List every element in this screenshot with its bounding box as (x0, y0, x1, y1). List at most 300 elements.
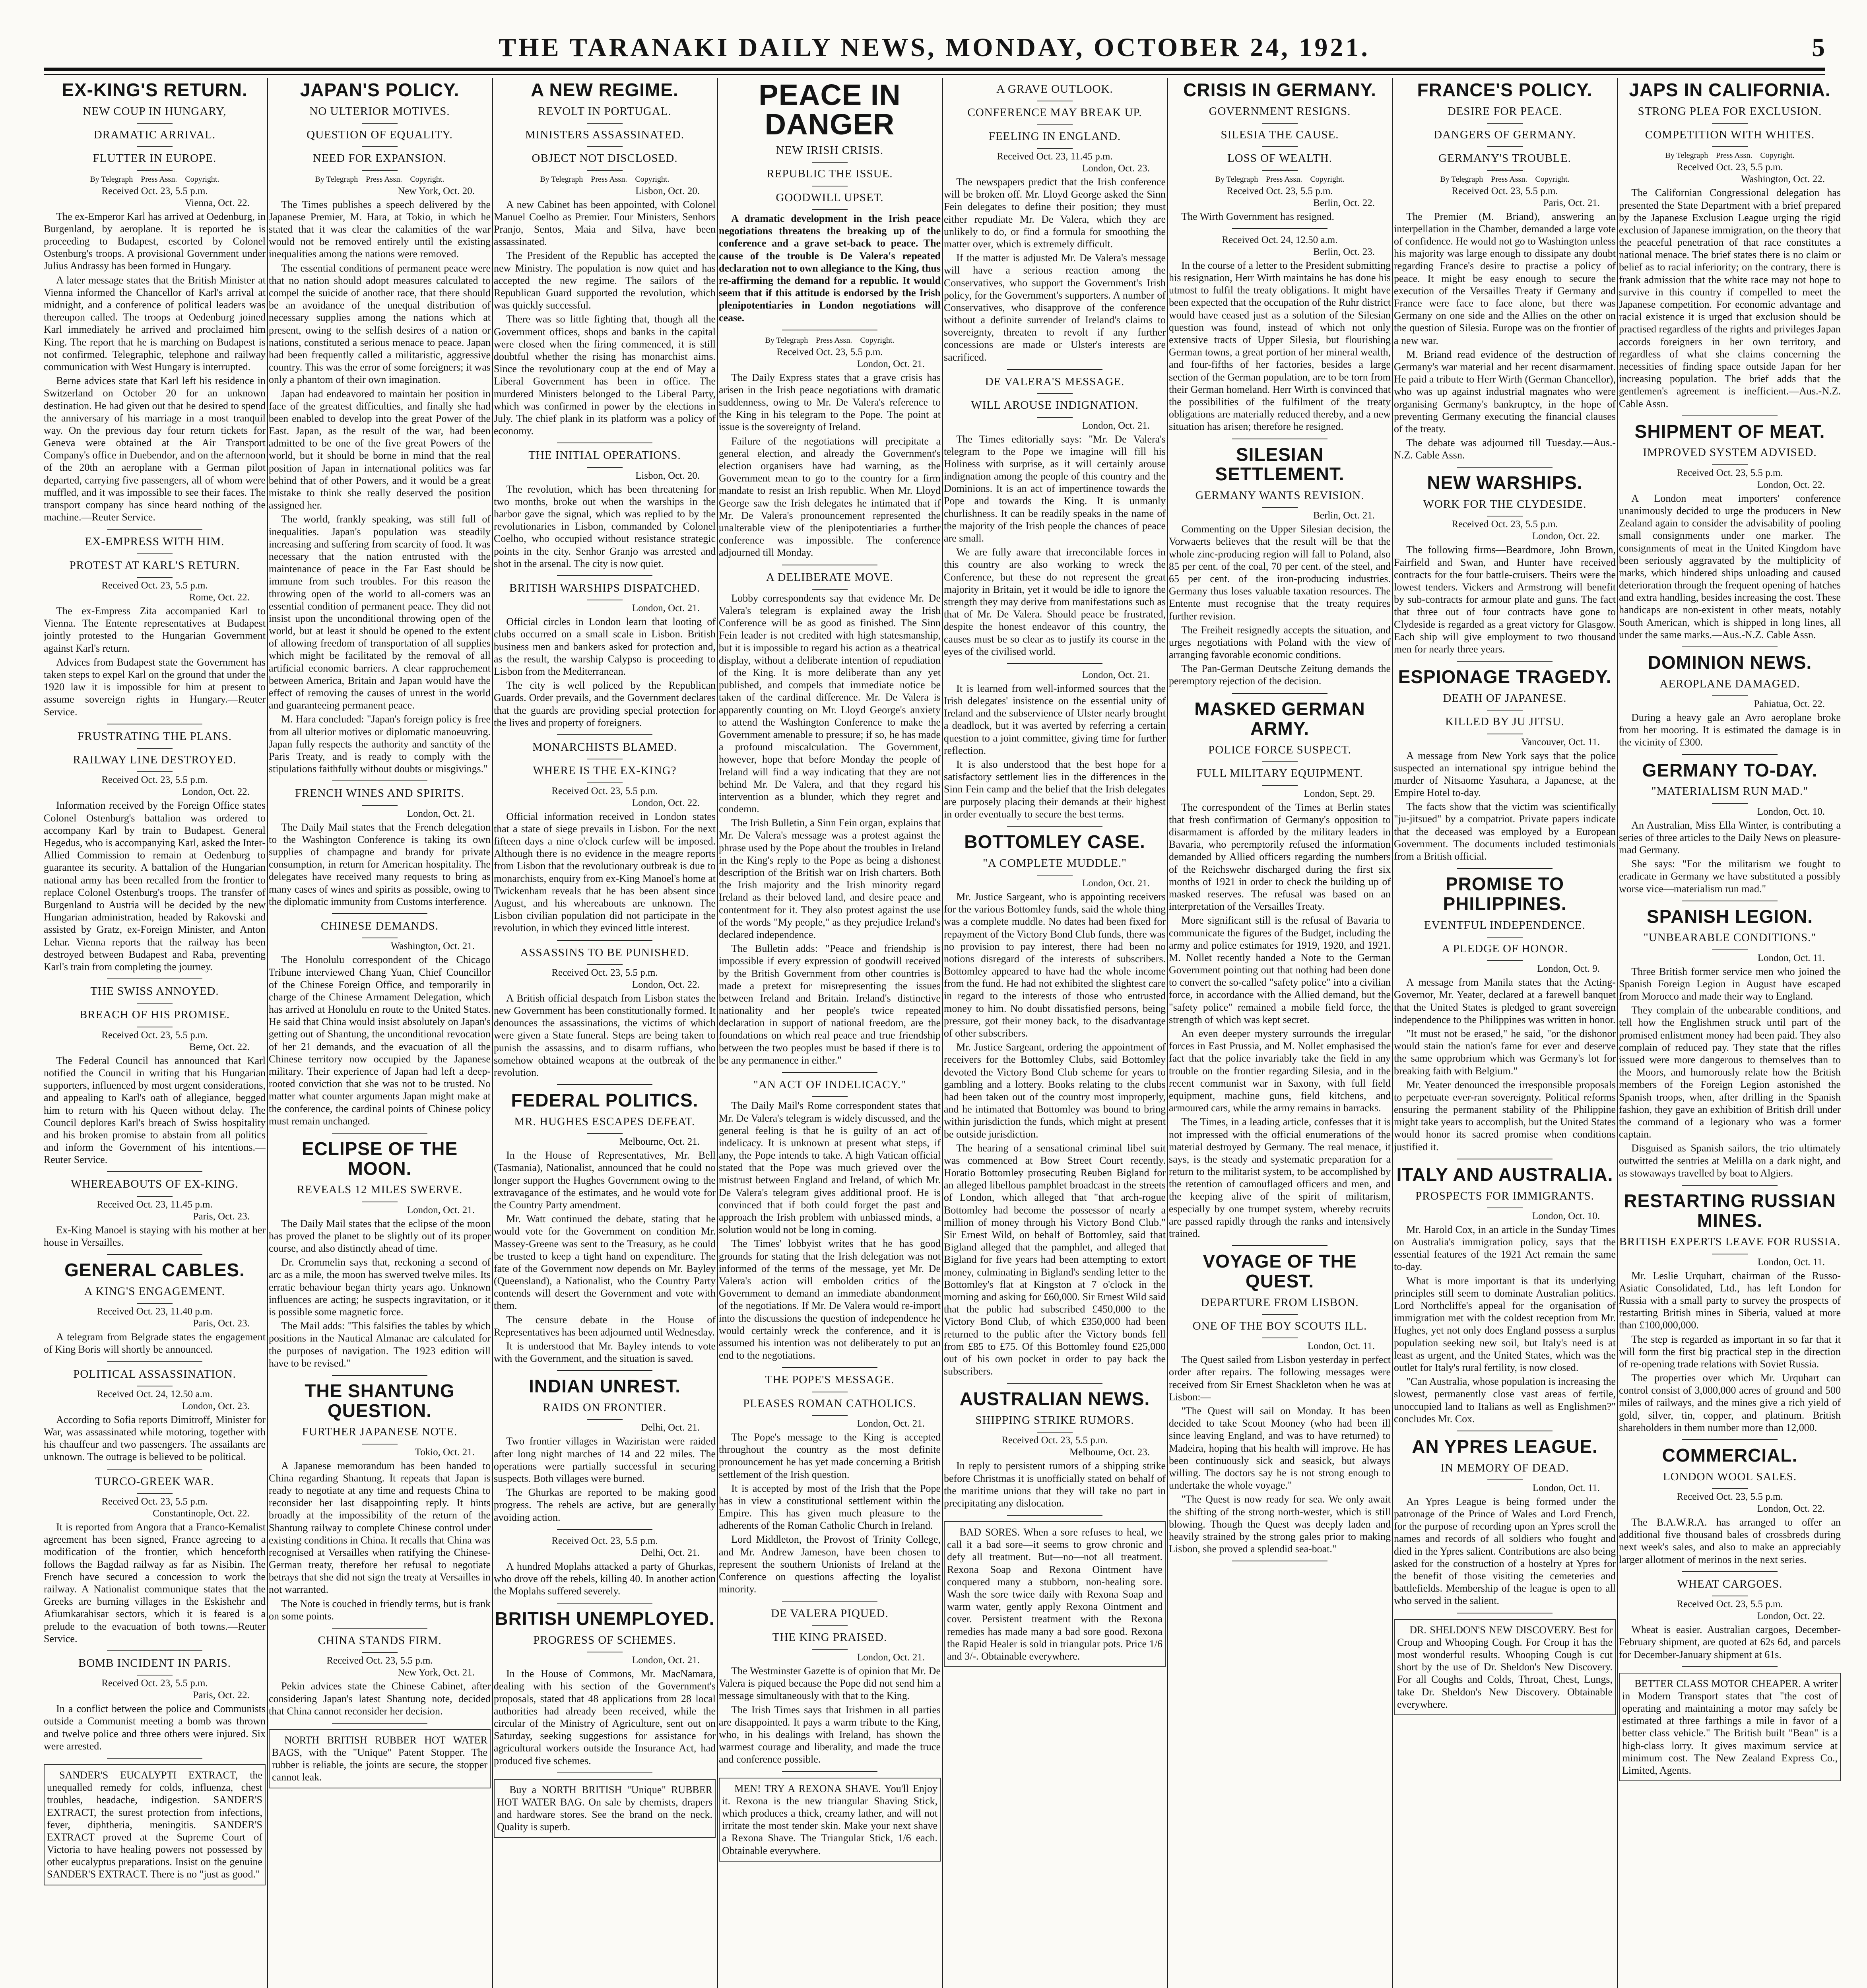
article (1169, 80, 1391, 223)
subheading-rule (362, 146, 398, 147)
article-subheading: LOSS OF WEALTH. (1227, 152, 1332, 165)
subheading-rule (1712, 803, 1748, 804)
article-subheading: BRITISH EXPERTS LEAVE FOR RUSSIA. (1619, 1235, 1841, 1248)
received-line: Received Oct. 23, 5.5 p.m. (1677, 1491, 1783, 1503)
received-line: Received Oct. 23, 11.40 p.m. (97, 1306, 213, 1317)
article-separator (332, 1628, 427, 1629)
subheading-rule (1487, 1479, 1523, 1480)
subheading-rule (1712, 464, 1748, 465)
subheading-rule (1712, 1488, 1748, 1489)
article-headline: JAPS IN CALIFORNIA. (1629, 80, 1831, 100)
advertisement (494, 1779, 716, 1838)
telegraph-credit: By Telegraph—Press Assn.—Copyright. (1440, 175, 1570, 184)
article-subheading: BRITISH WARSHIPS DISPATCHED. (509, 581, 701, 594)
article-separator (1232, 228, 1327, 229)
article-separator (1457, 661, 1553, 662)
subheading-rule (587, 1133, 623, 1134)
column-rule (267, 78, 268, 1988)
article-paragraph: A Japanese memorandum has been handed to China regarding Shantung. It repeats that Japan is ready to negotiate at any time and requests China to reconsider her last disappointing reply. It hints broadly at the impossibility of the return of the Shantung railway to complete Chinese control under existing conditions in China. It recalls that China was recognised at Versailles when ratifying the Chinese-German treaty, therefore her refusal to negotiate betrays that she did not sign the treaty at Versailles in not warranted. (269, 1460, 491, 1596)
article-paragraph: Two frontier villages in Waziristan were raided after long night marches of 14 and 22 miles. The operations were partially successful in securing suspects. Both villages were burned. (494, 1435, 716, 1484)
received-line: Received Oct. 23, 5.5 p.m. (1677, 162, 1783, 173)
article-headline: FRANCE'S POLICY. (1417, 80, 1593, 100)
article-subheading: THE KING PRAISED. (772, 1631, 887, 1644)
subheading-rule (1487, 710, 1523, 711)
article-paragraph: She says: "For the militarism we fought to eradicate in Germany we have substituted a possibly worse vice—materialism run mad." (1619, 858, 1841, 895)
article-paragraph: The debate was adjourned till Tuesday.—Aus.-N.Z. Cable Assn. (1394, 437, 1616, 461)
article (494, 582, 716, 729)
article-subheading: IMPROVED SYSTEM ADVISED. (1643, 446, 1817, 459)
article-subheading: FULL MILITARY EQUIPMENT. (1196, 767, 1363, 780)
subheading-rule (812, 1649, 848, 1650)
article-subheading: A PLEDGE OF HONOR. (1442, 942, 1568, 955)
article-paragraph: According to Sofia reports Dimitroff, Minister for War, was assassinated while motoring, together with his chauffeur and two passengers. The assailants are unknown. The outrage is believed to be political. (44, 1413, 266, 1463)
article-paragraph: The Note is couched in friendly terms, but is frank on some points. (269, 1598, 491, 1622)
article (1619, 422, 1841, 641)
article-paragraph: "The Quest is now ready for sea. We only await the shifting of the strong north-wester, which is still blowing. Though the Quest was deeply laden and heavily strained by the strong gales prior to making Lisbon, she proved a splendid sea-boat." (1169, 1493, 1391, 1555)
article-paragraph: During a heavy gale an Avro aeroplane broke from her mooring. It is estimated the damage is in the vicinity of £300. (1619, 712, 1841, 748)
article (1169, 235, 1391, 433)
article-paragraph: A hundred Moplahs attacked a party of Ghurkas, who drove off the rebels, killing 40. In another action the Moplahs suffered severely. (494, 1560, 716, 1597)
article-headline: SPANISH LEGION. (1647, 906, 1813, 927)
subheading-rule (1262, 123, 1298, 124)
received-line: Received Oct. 23, 5.5 p.m. (326, 1655, 433, 1666)
article (494, 1536, 716, 1598)
article (944, 375, 1166, 658)
dateline: Pahiatua, Oct. 22. (1754, 699, 1825, 710)
subheading-rule (1037, 875, 1073, 876)
article-headline: GERMANY TO-DAY. (1642, 759, 1818, 780)
newspaper-column (1619, 78, 1841, 1988)
article-paragraph: The Honolulu correspondent of the Chicago Tribune interviewed Chang Yuan, Chief Councillor of the Chinese Foreign Office, and temporarily in charge of the Chinese Armament Delegation, which has arrived at Honolulu en route to the United States. He said that China would insist absolutely on Japan's getting out of Shantung, the unconditional revocation of her 21 demands, and the evacuation of all the Chinese territory now occupied by the Japanese military. Their experience of Japan had left a deep-rooted conviction that she was not to be trusted. No matter what counter arguments Japan might make at the conference, the cardinal points of Chinese policy must remain unchanged. (269, 954, 491, 1127)
telegraph-credit: By Telegraph—Press Assn.—Copyright. (315, 175, 444, 184)
article-paragraph: Official information received in London states that a state of siege prevails in Lisbon. For the next fifteen days a nine o'clock curfew will be imposed. Although there is no evidence in the meagre reports from Lisbon that the revolutionary outbreak is due to monarchists, enquiry from ex-King Manoel's home at Twickenham reveals that he has been absent since August, and his whereabouts are unknown. The Lisbon civilian population did not participate in the revolution, in which they evinced little interest. (494, 810, 716, 934)
dateline: Constantinople, Oct. 22. (153, 1508, 250, 1519)
article-separator (1007, 1383, 1102, 1384)
article (44, 1178, 266, 1248)
article (269, 1139, 491, 1369)
article-subheading: NEW IRISH CRISIS. (776, 144, 884, 157)
article-separator (1682, 415, 1778, 416)
article-paragraph: Failure of the negotiations will precipitate a general election, and already the Government's election organisers have had warning, as the Government mean to go to the country for a firm mandate to resist an Irish republic. When Mr. Lloyd George saw the Irish delegates he intimated that if Mr. De Valera's pronouncement represented the unalterable view of the plenipotentiaries a further conference was impossible. The conference adjourned till Monday. (719, 435, 941, 559)
dateline: London, Oct. 21. (857, 1418, 925, 1429)
article-paragraph: The Irish Bulletin, a Sinn Fein organ, explains that Mr. De Valera's message was a protest against the phrase used by the Pope about the troubles in Ireland in the King's reply to the Pope as being a dishonest description of the British war on Irish charters. Both the Irish majority and the Irish minority regard Ireland as their beloved land, and desire peace and contentment for it. They also protest against the use of the words "My people," as they prejudice Ireland's declared independence. (719, 817, 941, 940)
article (1394, 874, 1616, 1153)
article (1619, 907, 1841, 1179)
article-paragraph: What is more important is that its underlying principles still seem to dominate Australian politics. Lord Northcliffe's appeal for the organisation of immigration met with the coldest reception from Mr. Hughes, yet not only does England possess a surplus population seeking new soil, but Italy's need is at least as urgent, and the United States, which was the outlet for Italy's rural fertility, is now closed. (1394, 1275, 1616, 1373)
article (944, 1389, 1166, 1509)
article-separator (1682, 754, 1778, 755)
subheading-rule (1712, 146, 1748, 147)
subheading-rule (812, 1096, 848, 1097)
received-line: Received Oct. 23, 11.45 p.m. (97, 1199, 213, 1210)
dateline: Vienna, Oct. 22. (184, 197, 250, 208)
article-separator (557, 1370, 652, 1371)
article-paragraph: A British official despatch from Lisbon states the new Government has been constitutionally formed. It denounces the assassinations, the victims of which were given a State funeral. Steps are being taken to punish the assassins, and to disarm ruffians, who somehow obtained weapons at the outbreak of the revolution. (494, 992, 716, 1078)
article-subheading: PROSPECTS FOR IMMIGRANTS. (1415, 1189, 1594, 1202)
article-separator (1007, 1515, 1102, 1516)
newspaper-column (719, 78, 941, 1988)
article-paragraph: Official circles in London learn that looting of clubs occurred on a small scale in Lisbon. British business men and bankers asked for protection and, as the result, the warship Calypso is proceeding to Lisbon from the Mediterranean. (494, 616, 716, 678)
article-subheading: STRONG PLEA FOR EXCLUSION. (1638, 105, 1822, 118)
article (719, 80, 941, 324)
received-line: Received Oct. 23, 5.5 p.m. (1452, 185, 1558, 196)
article-paragraph: Mr. Watt continued the debate, stating that he would vote for the Government on condition Mr. Massey-Greene was sent to the Treasury, as he could be trusted to keep a tight hand on expenditure. The fate of the Government now depends on Mr. Bayley (Queensland), a Nationalist, who the Country Party contends will desert the Government and vote with them. (494, 1213, 716, 1312)
subheading-rule (1262, 761, 1298, 762)
dateline: Paris, Oct. 22. (193, 1690, 250, 1701)
column-rule (1617, 78, 1618, 1988)
article-separator (332, 1375, 427, 1376)
subheading-rule (587, 964, 623, 965)
article-paragraph: The correspondent of the Times at Berlin states that fresh confirmation of Germany's opposition to disarmament is afforded by the military leaders in Bavaria, who peremptorily refused the information demanded by Allied officers regarding the numbers of the Reichswehr discharged during the first six months of 1921 in order to check the building up of masked reserves. The refusal was based on an interpretation of the Versailles Treaty. (1169, 801, 1391, 912)
article (494, 449, 716, 570)
article (269, 787, 491, 908)
article-separator (1232, 693, 1327, 694)
article-subheading: REVOLT IN PORTUGAL. (538, 105, 671, 118)
article-paragraph: The B.A.W.R.A. has arranged to offer an additional five thousand bales of crossbreds during next week's sales, and also to make an appreciably larger allotment of merinos in the next series. (1619, 1516, 1841, 1565)
article-separator (107, 1361, 202, 1362)
article (1619, 653, 1841, 749)
article-subheading: "A COMPLETE MUDDLE." (983, 856, 1127, 870)
article-separator (107, 1254, 202, 1255)
article (944, 670, 1166, 820)
article-paragraph: Dr. Crommelin says that, reckoning a second of arc as a mile, the moon has swerved twelve miles. Its erratic behaviour began thirty years ago. Unknown influences are acting; he suspects ingravitation, or it is possible some magnetic force. (269, 1256, 491, 1318)
article-subheading: THE POPE'S MESSAGE. (765, 1373, 895, 1386)
dateline: Berlin, Oct. 21. (1313, 510, 1375, 521)
article-headline: DOMINION NEWS. (1648, 652, 1812, 673)
dateline: Lisbon, Oct. 20. (635, 185, 700, 196)
dateline: London, Oct. 11. (1532, 1482, 1600, 1493)
article-subheading: OBJECT NOT DISCLOSED. (532, 152, 678, 165)
subheading-rule (362, 170, 398, 171)
article-separator (1682, 1439, 1778, 1440)
article (269, 1634, 491, 1717)
telegraph-credit: By Telegraph—Press Assn.—Copyright. (1215, 175, 1345, 184)
column-rule (942, 78, 943, 1988)
article-paragraph: Lobby correspondents say that evidence Mr. De Valera's telegram is explained away the Irish Conference will be as good as finished. The Sinn Fein leader is not credited with high statesmanship, but it is impossible to regard his action as a theatrical display, without a deliberate intention of repudiation of the King. It is more deliberate than any yet published, and compels that immediate notice be taken of the cardinal difference. Mr. De Valera is apparently counting on Mr. Lloyd George's anxiety to attend the Washington Conference to make the Government amenable to pressure; if so, he has made a profound miscalculation. The Government, however, hope that before Monday the people of Ireland will find a way indicating that they are not behind Mr. De Valera, and that they regard his intervention as a blunder, which they regret and condemn. (719, 592, 941, 815)
article-subheading: SILESIA THE CAUSE. (1221, 128, 1339, 142)
advertisement (1394, 1619, 1616, 1715)
article-paragraph: The Wirth Government has resigned. (1181, 210, 1334, 222)
article-separator (1007, 663, 1102, 664)
advertisement-text: BAD SORES. When a sore refuses to heal, we call it a bad sore—it seems to grow chronic and defy all treatment. But—no—not all treatment. Rexona Soap and Rexona Ointment have conquered many a stubborn, non-healing sore. Wash the sore twice daily with Rexona Soap and warm water, gently apply Rexona Ointment and cover. Persistent treatment with the Rexona remedies has made many a bad sore good. Rexona the Rapid Healer is sold in triangular pots. Price 1/6 and 3/-. Obtainable everywhere. (947, 1526, 1163, 1662)
article-paragraph: The hearing of a sensational criminal libel suit was commenced at Bow Street Court recently. Horatio Bottomley prosecuting Reuben Bigland for an alleged libellous pamphlet broadcast in the streets of London, which alleged that "that arch-rogue Bottomley had become the possessor of nearly a million of money through his Victory Bond Club." Sir Ernest Wild, on behalf of Bottomley, said that Bigland alleged that the pamphlet, and alleged that Bigland for five years had been attempting to extort money, culminating in Bigland's sending letter to the Bottomley's flat at Kingston at 7 o'clock in the morning and asking for £60,000. Sir Ernest Wild said that the public had subscribed £450,000 to the Victory Bond Club, of which £350,000 had been returned to the public after the Victory bonds fell from £85 to £75. Of this Bottomley found £25,000 out of his own pocket in order to pay back the subscribers. (944, 1142, 1166, 1377)
article-subheading: ONE OF THE BOY SCOUTS ILL. (1192, 1319, 1367, 1332)
article-paragraph: The Westminster Gazette is of opinion that Mr. De Valera is piqued because the Pope did not send him a message simultaneously with that to the King. (719, 1665, 941, 1702)
article-paragraph: The Daily Mail's Rome correspondent states that Mr. De Valera's telegram is widely discussed, and the general feeling is that he is guilty of an act of indelicacy. It is unknown at present what steps, if any, the Pope intends to take. A high Vatican official stated that the Pope was much grieved over the mistrust between England and Ireland, of which Mr. De Valera's telegram gives additional proof. He is convinced that if both could forget the past and approach the Irish problem with unbiassed minds, a solution would not be long in coming. (719, 1100, 941, 1236)
subheading-rule (812, 1415, 848, 1416)
dateline: Delhi, Oct. 21. (641, 1547, 700, 1558)
dateline: London, Oct. 22. (182, 786, 250, 798)
article-subheading: CONFERENCE MAY BREAK UP. (967, 106, 1142, 119)
article-headline: NEW WARSHIPS. (1427, 472, 1583, 493)
masthead-title: THE TARANAKI DAILY NEWS, MONDAY, OCTOBER 24, 1921. (499, 33, 1370, 62)
article-paragraph: In the House of Representatives, Mr. Bell (Tasmania), Nationalist, announced that he could no longer support the Hughes Government owing to the extravagance of the estimates, and he would vote for the Country Party amendment. (494, 1149, 716, 1211)
article-separator (557, 1084, 652, 1085)
article-paragraph: The revolution, which has been threatening for two months, broke out when the warships in the harbor gave the signal, which was replied to by the revolutionaries in Lisbon, commanded by Colonel Coelho, who occupied without resistance strategic points in the city. Senhor Granjo was arrested and shot in the arsenal. The city is now quiet. (494, 483, 716, 569)
article-subheading: A DELIBERATE MOVE. (766, 571, 894, 584)
article-paragraph: Japan had endeavored to maintain her position in face of the greatest difficulties, and finally she had been enabled to develop into the great Power of the East. Japan, as the result of the war, had been admitted to be one of the five great Powers of the world, but it should be borne in mind that the real position of Japan in international politics was far behind that of other Powers, and it would be a great mistake to think she really deserved the position assigned her. (269, 388, 491, 511)
article-paragraph: The Times editorially says: "Mr. De Valera's telegram to the Pope we imagine will fill his Holiness with surprise, as it will certainly arouse indignation among the people of this country and the Dominions. It is an act of impertinence towards the Pope and towards the King. It is unmanly churlishness. It can be readily speaks in the name of the majority of the Irish people the chances of peace are small. (944, 433, 1166, 544)
dateline: Lisbon, Oct. 20. (635, 470, 700, 481)
dateline: London, Oct. 11. (1757, 1256, 1825, 1268)
dateline: Rome, Oct. 22. (189, 592, 250, 603)
dateline: London, Oct. 21. (1082, 878, 1150, 889)
article (494, 1609, 716, 1767)
article-paragraph: The Times' lobbyist writes that he has good grounds for stating that the Irish delegation was not informed of the terms of the message, yet Mr. De Valera's action will embolden critics of the Government to demand an immediate abandonment of the negotiations. If Mr. De Valera would re-import into the discussions the question of independence he would certainly wreck the conference, and it is assumed his intention was not deliberately to put an end to the negotiations. (719, 1238, 941, 1361)
received-line: Received Oct. 23, 5.5 p.m. (101, 185, 208, 196)
subheading-rule (587, 467, 623, 468)
article (269, 1381, 491, 1622)
article-paragraph: It is reported from Angora that a Franco-Kemalist agreement has been signed, France agreeing to a modification of the frontier, which henceforth follows the Bagdad railway as far as Nisibin. The French have secured a concession to work the railway. A Nationalist communique states that the Greeks are burning villages in the Eskishehr and Afiumkarahisar sectors, which it is feared is a prelude to the evacuation of both towns.—Reuter Service. (44, 1521, 266, 1644)
dateline: London, Oct. 21. (407, 1204, 475, 1215)
column-rule (1392, 78, 1393, 1988)
dateline: London, Oct. 22. (1532, 531, 1600, 542)
article-subheading: FLUTTER IN EUROPE. (93, 152, 217, 165)
article-separator (1682, 1185, 1778, 1186)
article-separator (782, 1367, 877, 1368)
article (719, 571, 941, 1066)
article-paragraph: An even deeper mystery surrounds the irregular forces in East Prussia, and M. Nollet emphasised the fact that the police invariably take the field in any trouble on the frontier regarding Silesia, and in the recent communist war in Saxony, with full field equipment, machine guns, field kitchens, and armoured cars, while the army remains in barracks. (1169, 1028, 1391, 1114)
article (44, 1657, 266, 1752)
article-headline: FEDERAL POLITICS. (511, 1090, 699, 1111)
dateline: London, Oct. 21. (857, 358, 925, 369)
article-paragraph: In a conflict between the police and Communists outside a Communist meeting a bomb was thrown and twelve police and three others were injured. Six were arrested. (44, 1703, 266, 1752)
advertisement-text: BETTER CLASS MOTOR CHEAPER. A writer in Modern Transport states that "the cost of operating and maintaining a motor may safely be estimated at three farthings a mile in favor of a better class vehicle." The British built "Bean" is a high-class lorry. It gives maximum service at minimum cost. The New Zealand Express Co., Limited, Agents. (1622, 1677, 1838, 1776)
article-paragraph: The facts show that the victim was scientifically "ju-jitsued" by a compatriot. Private papers indicate that the deceased was employed by a European Government. The documents included testimonials from a British official. (1394, 801, 1616, 862)
article-headline: SILESIAN SETTLEMENT. (1215, 444, 1345, 485)
article-subheading: DESIRE FOR PEACE. (1447, 105, 1562, 118)
article-paragraph: The city is well policed by the Republican Guards. Order prevails, and the Government declares that the guards are providing special protection for the lives and property of foreigners. (494, 679, 716, 728)
article (1394, 80, 1616, 461)
article-paragraph: The ex-Empress Zita accompanied Karl to Vienna. The Entente representatives at Budapest jointly protested to the Hungarian Government against Karl's return. (44, 605, 266, 654)
article-headline: COMMERCIAL. (1662, 1445, 1798, 1466)
article-subheading: GOVERNMENT RESIGNS. (1209, 105, 1351, 118)
subheading-rule (1037, 417, 1073, 418)
subheading-rule (362, 805, 398, 806)
dateline: Paris, Oct. 23. (193, 1211, 250, 1222)
article-subheading: DE VALERA PIQUED. (771, 1607, 889, 1620)
subheading-rule (362, 123, 398, 124)
article-subheading: GERMANY WANTS REVISION. (1195, 489, 1364, 502)
dateline: New York, Oct. 20. (398, 185, 475, 196)
subheading-rule (1487, 123, 1523, 124)
page-number: 5 (1812, 33, 1825, 62)
article-paragraph: The Mail adds: "This falsifies the tables by which positions in the Nautical Almanac are calculated for the purposes of navigation. The 1923 edition will have to be revised." (269, 1320, 491, 1369)
article-subheading: BREACH OF HIS PROMISE. (79, 1008, 230, 1021)
article-paragraph: More significant still is the refusal of Bavaria to communicate the figures of the Budget, including the army and police estimates for 1919, 1920, and 1921. M. Nollet recently handed a Note to the German Government pointing out that nothing had been done to convert the so-called "safety police" into a civilian force, in accordance with the Allied demand, but the "safety police" remained a mobile field force, the strength of which was kept secret. (1169, 914, 1391, 1025)
dateline: Berlin, Oct. 22. (1313, 197, 1375, 208)
article (1169, 1252, 1391, 1555)
subheading-rule (587, 170, 623, 171)
article-subheading: CHINA STANDS FIRM. (318, 1634, 442, 1647)
article (44, 730, 266, 973)
received-line: Received Oct. 23, 11.45 p.m. (997, 151, 1113, 162)
subheading-rule (137, 748, 173, 749)
article (44, 1368, 266, 1463)
subheading-rule (1262, 146, 1298, 147)
article-separator (1007, 369, 1102, 370)
advertisement (944, 1521, 1166, 1667)
article-subheading: LONDON WOOL SALES. (1663, 1470, 1797, 1483)
article (1394, 473, 1616, 655)
article-separator (1457, 467, 1553, 468)
dateline: Berlin, Oct. 23. (1313, 246, 1375, 257)
subheading-rule (137, 123, 173, 124)
dateline: London, Oct. 22. (632, 797, 700, 808)
newspaper-column (269, 78, 491, 1988)
article-paragraph: We are fully aware that irreconcilable forces in this country are also working to wreck the Conference, but these do not represent the great majority in Britain, yet it would be idle to ignore the strength they may derive from manifestations such as that of Mr. De Valera. Should peace be frustrated, despite the honest endeavor of this country, the causes must be so clear as to justify its course in the eyes of the civilised world. (944, 546, 1166, 657)
article-headline: PROMISE TO PHILIPPINES. (1443, 874, 1567, 914)
subheading-rule (587, 146, 623, 147)
article-subheading: WHEAT CARGOES. (1677, 1577, 1783, 1590)
article-paragraph: Mr. Yeater denounced the irresponsible proposals to perpetuate ever-ran sovereignty. Political reforms ensuring the permanent stability of the Philippine might take years to accomplish, but the United States would honor its sacred promise when conditions justified it. (1394, 1079, 1616, 1153)
article-paragraph: The President of the Republic has accepted the new Ministry. The population is now quiet and has accepted the new regime. The sailors of the Republican Guard supported the revolution, which was quickly successful. (494, 250, 716, 311)
article-paragraph: Pekin advices state the Chinese Cabinet, after considering Japan's latest Shantung note, decided that China cannot reconsider her decision. (269, 1680, 491, 1717)
received-line: Received Oct. 23, 5.5 p.m. (101, 775, 208, 786)
article-separator (1007, 826, 1102, 827)
article-paragraph: An Ypres League is being formed under the patronage of the Prince of Wales and Lord French, for the purpose of recording upon an Ypres scroll the names and records of all soldiers who fought and died in the Ypres salient. Contributions are also being asked for the construction of a hostelry at Ypres for the benefit of those visiting the cemeteries and battlefields. Membership of the league is open to all who served in the salient. (1394, 1495, 1616, 1607)
article (44, 1475, 266, 1645)
received-line: Received Oct. 23, 5.5 p.m. (101, 1678, 208, 1689)
subheading-rule (587, 782, 623, 783)
dateline: London, Oct. 23. (1082, 163, 1150, 174)
article-headline: RESTARTING RUSSIAN MINES. (1624, 1190, 1836, 1231)
article-separator (1682, 646, 1778, 647)
article (494, 80, 716, 437)
article-separator (107, 529, 202, 530)
subheading-rule (1487, 937, 1523, 938)
article (269, 80, 491, 775)
article-headline: SHIPMENT OF MEAT. (1634, 421, 1825, 442)
article-separator (557, 1603, 652, 1604)
article-paragraph: The Quest sailed from Lisbon yesterday in perfect order after repairs. The following messages were received from Sir Ernest Shackleton when he was at Lisbon:— (1169, 1354, 1391, 1403)
dateline: London, Oct. 22. (1757, 479, 1825, 490)
dateline: London, Oct. 21. (407, 808, 475, 819)
article (494, 946, 716, 1079)
article (719, 1607, 941, 1765)
article (494, 1091, 716, 1365)
advertisement-text: MEN! TRY A REXONA SHAVE. You'll Enjoy it. Rexona is the new triangular Shaving Stick, which produces a thick, creamy lather, and will not irritate the most tender skin. Make your next shave a Rexona Shave. The Triangular Stick, 1/6 each. Obtainable everywhere. (722, 1782, 937, 1856)
article (494, 741, 716, 934)
article-separator (1457, 868, 1553, 869)
article-subheading: "UNBEARABLE CONDITIONS." (1643, 931, 1817, 944)
article-separator (107, 1171, 202, 1172)
article-paragraph: Wheat is easier. Australian cargoes, December-February shipment, are quoted at 62s 6d, and parcels for December-January shipment at 61s. (1619, 1624, 1841, 1660)
article-paragraph: The following firms—Beardmore, John Brown, Fairfield and Swan, and Hunter have received contracts for the four battle-cruisers. Theirs were the lowest tenders. Vickers and Armstrong will benefit by sub-contracts for armour plate and guns. The fact that three out of four contracts have gone to Clydeside is regarded as a great victory for Glasgow. Each ship will give employment to two thousand men for nearly three years. (1394, 544, 1616, 655)
received-line: Received Oct. 23, 5.5 p.m. (101, 1029, 208, 1041)
article-subheading: A GRAVE OUTLOOK. (996, 83, 1113, 95)
article-subheading: DE VALERA'S MESSAGE. (985, 375, 1125, 388)
article-paragraph: Commenting on the Upper Silesian decision, the Vorwaerts believes that the result will be that the whole zinc-producing region will fall to Poland, also 85 per cent. of the coal, 70 per cent. of the steel, and 65 per cent. of the iron-producing industries. Germany thus loses valuable taxation resources. The Entente must recognise that the treaty requires further revision. (1169, 523, 1391, 622)
article-subheading: A KING'S ENGAGEMENT. (84, 1285, 225, 1298)
article-subheading: DRAMATIC ARRIVAL. (93, 128, 216, 142)
subheading-rule (812, 209, 848, 210)
article-paragraph: Lord Middleton, the Provost of Trinity College, and Mr. Andrew Jameson, have been chosen to represent the southern Unionists of Ireland at the Conference on questions affecting the loyalist minority. (719, 1534, 941, 1595)
received-line: Received Oct. 24, 12.50 a.m. (97, 1388, 213, 1400)
article-headline: VOYAGE OF THE QUEST. (1203, 1251, 1357, 1291)
article-headline: AUSTRALIAN NEWS. (959, 1388, 1150, 1409)
article-separator (1682, 1571, 1778, 1572)
article-paragraph: The ex-Emperor Karl has arrived at Oedenburg, in Burgenland, by aeroplane. It is reported he is proceeding to Budapest, escorted by Colonel Ostenburg's troops. A provisional Government under Julius Andrassy has been formed in Hungary. (44, 210, 266, 272)
dateline: London, Oct. 21. (632, 1655, 700, 1666)
article-paragraph: The Pope's message to the King is accepted throughout the country as the most definite pronouncement he has yet made concerning a British settlement of the Irish question. (719, 1431, 941, 1480)
advertisement (719, 1778, 941, 1862)
dateline: Melbourne, Oct. 21. (619, 1136, 700, 1147)
received-line: Received Oct. 23, 5.5 p.m. (1677, 467, 1783, 478)
article-separator (107, 1469, 202, 1470)
article-paragraph: The properties over which Mr. Urquhart can control consist of 3,000,000 acres of ground and 500 miles of railways, and the mines give a rich yield of gold, silver, tin, copper, and platinum. British shareholders in them number more than 12,000. (1619, 1372, 1841, 1433)
article-separator (782, 1771, 877, 1772)
article-paragraph: The Times, in a leading article, confesses that it is not impressed with the official enumerations of the material destroyed by Germany. The real menace, it says, is the steady and systematic preparation for a return to the militarist system, to be accomplished by the retention of camouflaged officers and men, and the keeping alive of the spirit of militarism, especially by one trumpet system, whereby recruits are passed rapidly through the ranks and intensively trained. (1169, 1116, 1391, 1240)
article-paragraph: Three British former service men who joined the Spanish Foreign Legion in August have escaped from Morocco and made their way to England. (1619, 965, 1841, 1002)
dateline: New York, Oct. 21. (398, 1667, 475, 1678)
subheading-rule (137, 771, 173, 772)
article (269, 920, 491, 1127)
article-subheading: WHEREABOUTS OF EX-KING. (71, 1178, 239, 1191)
advertisement (269, 1729, 491, 1788)
article-subheading: MR. HUGHES ESCAPES DEFEAT. (514, 1115, 695, 1128)
article-separator (332, 780, 427, 781)
subheading-rule (1712, 695, 1748, 696)
article-paragraph: In reply to persistent rumors of a shipping strike before Christmas it is unofficially stated on behalf of the maritime unions that they will take no part in precipitating any dislocation. (944, 1460, 1166, 1509)
newspaper-column (494, 78, 716, 1988)
article-subheading: GERMANY'S TROUBLE. (1438, 152, 1571, 165)
article-headline: ESPIONAGE TRAGEDY. (1398, 666, 1612, 687)
received-line: Received Oct. 23, 5.5 p.m. (1227, 185, 1333, 196)
article-subheading: CHINESE DEMANDS. (320, 919, 439, 932)
masthead (44, 33, 1825, 68)
article-paragraph: In the House of Commons, Mr. MacNamara, dealing with his section of the Government's proposals, stated that 48 applications from 28 local authorities had already been received, while the circular of the Ministry of Agriculture, sent out on Saturday, seeking suggestions for assistance for agricultural workers outside the Insurance Act, had produced five schemes. (494, 1668, 716, 1767)
article (494, 1376, 716, 1523)
article-paragraph: The Freiheit resignedly accepts the situation, and urges negotiations with Poland with the view of arranging favorable economic conditions. (1169, 624, 1391, 661)
article-headline: AN YPRES LEAGUE. (1412, 1436, 1598, 1457)
article-subheading: WILL AROUSE INDIGNATION. (971, 399, 1139, 412)
telegraph-credit: By Telegraph—Press Assn.—Copyright. (540, 175, 670, 184)
article (44, 1260, 266, 1355)
article-paragraph: The Californian Congressional delegation has presented the State Department with a brief prepared by the Japanese Exclusion League urging the rigid exclusion of Japanese immigration, on the theory that the peaceful penetration of that race constitutes a national menace. The brief states there is no claim or belief as to racial inferiority; on the contrary, there is frank admission that the white race may not hope to survive in this country if compelled to meet the Japanese competition. For economic advantage and racial existence it is urged that exclusion should be practised regardless of the rights and privileges Japan accords foreigners in her own territory, and regardless of what she claims concerning the necessities of finding space outside Japan for her increasing population. The brief adds that the gentlemen's agreement is inefficient.—Aus.-N.Z. Cable Assn. (1619, 187, 1841, 410)
subheading-rule (137, 170, 173, 171)
article (1619, 761, 1841, 895)
article-headline: BRITISH UNEMPLOYED. (495, 1608, 715, 1629)
article-paragraph: Mr. Justice Sargeant, who is appointing receivers for the various Bottomley funds, said the whole thing was a complete muddle. No dates had been fixed for repayment of the Victory Bond Club funds, there was no provision to pay interest, there had been no notions disregard of the interests of subscribers. Bottomley appeared to have had the whole income from the fund. He had not exhibited the slightest care in regard to the interests of those who entrusted money to him. No doubt dissatisfied persons, being pressure, got their money back, to the disadvantage of other subscribers. (944, 891, 1166, 1039)
dateline: London, Oct. 11. (1757, 952, 1825, 963)
article-paragraph: The Federal Council has announced that Karl notified the Council in writing that his Hungarian supporters, influenced by most urgent considerations, and appealing to Karl's oath of allegiance, begged him to return with his Queen without delay. The Council deplores Karl's breach of Swiss hospitality and his broken promise to abstain from all politics and inform the Government of his intentions.—Reuter Service. (44, 1054, 266, 1166)
article-paragraph: The censure debate in the House of Representatives has been adjourned until Wednesday. (494, 1314, 716, 1338)
article-subheading: EVENTFUL INDEPENDENCE. (1424, 918, 1586, 932)
article-subheading: THE INITIAL OPERATIONS. (528, 449, 681, 462)
dateline: London, Oct. 22. (1757, 1503, 1825, 1514)
dateline: Washington, Oct. 22. (1741, 174, 1825, 185)
article-headline: MASKED GERMAN ARMY. (1194, 698, 1365, 739)
masthead-rule (44, 68, 1825, 75)
subheading-rule (1262, 785, 1298, 786)
received-line: Received Oct. 23, 5.5 p.m. (101, 580, 208, 591)
dateline: Vancouver, Oct. 11. (1521, 736, 1600, 747)
article-paragraph: A telegram from Belgrade states the engagement of King Boris will shortly be announced. (44, 1331, 266, 1355)
article-paragraph: It is learned from well-informed sources that the Irish delegates' insistence on the essential unity of Ireland and the subservience of Ulster nearly brought a deadlock, but it was averted by referring a certain question to a joint committee, giving time for further reflection. (944, 682, 1166, 756)
article-subheading: DEPARTURE FROM LISBON. (1201, 1296, 1359, 1309)
article-paragraph: "Can Australia, whose population is increasing the slowest, permanently close vast areas of fertile, unoccupied land to Italians as well as Englishmen?" concludes Mr. Cox. (1394, 1376, 1616, 1425)
advertisement (1619, 1673, 1841, 1782)
article-separator (557, 1529, 652, 1530)
dateline: London, Sept. 29. (1304, 788, 1375, 799)
article-paragraph: It is also understood that the best hope for a satisfactory settlement lies in the differences in the Sinn Fein camp and the belief that the Irish delegates are purposely placing their demands at their highest in order eventually to secure the best terms. (944, 759, 1166, 820)
article-headline: INDIAN UNREST. (528, 1376, 681, 1397)
column-rule (1167, 78, 1168, 1988)
dateline: London, Oct. 9. (1537, 963, 1600, 975)
subheading-rule (1037, 148, 1073, 149)
article-headline: BOTTOMLEY CASE. (964, 831, 1145, 852)
